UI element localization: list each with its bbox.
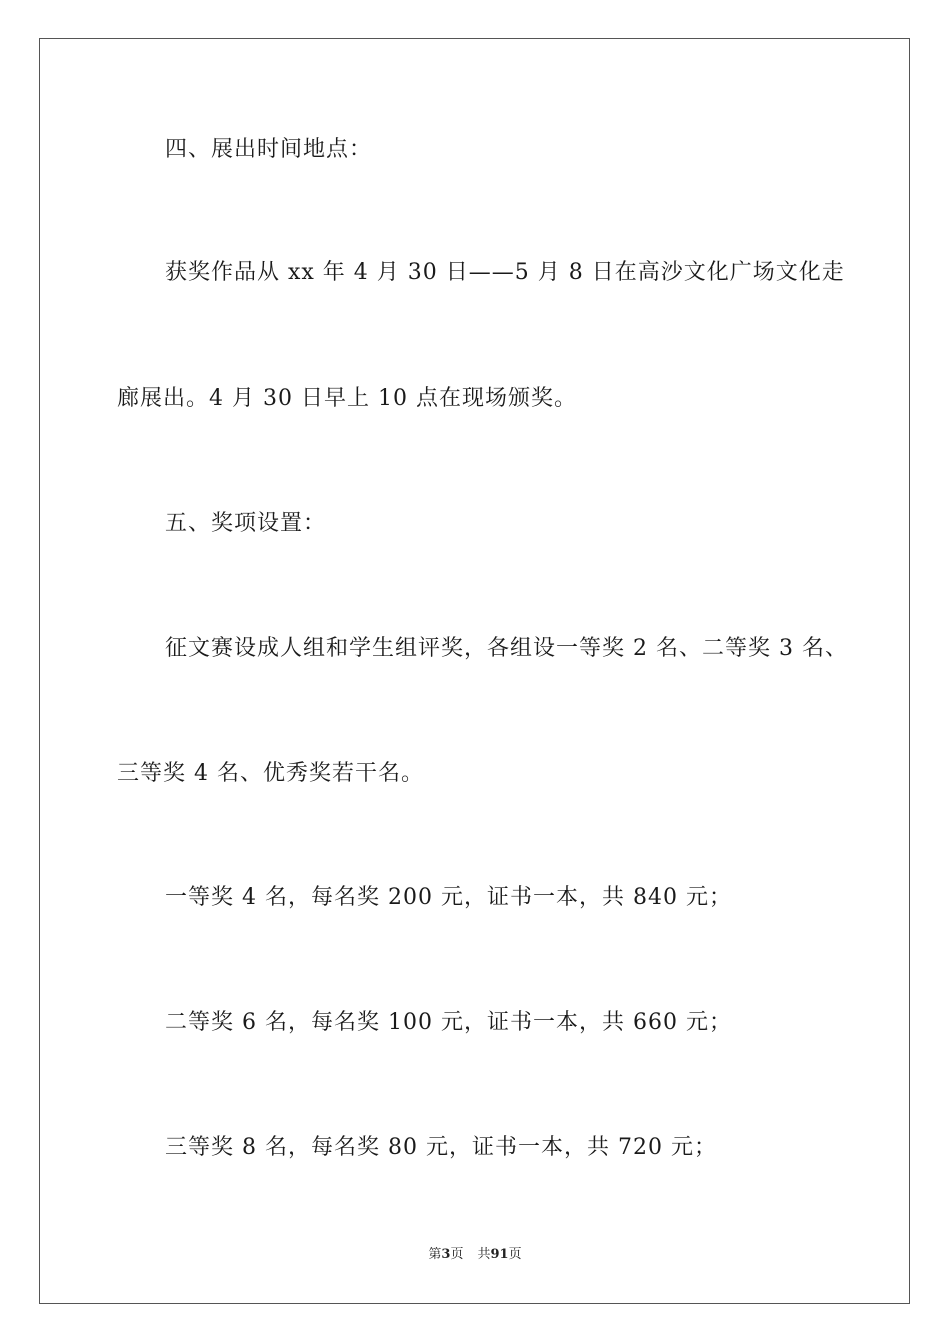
total-prefix: 共 — [477, 1247, 491, 1262]
page-number: 3 — [441, 1247, 451, 1262]
paragraph-line: 三等奖 4 名、优秀奖若干名。 — [117, 761, 424, 786]
total-suffix: 页 — [508, 1247, 522, 1262]
page-suffix: 页 — [450, 1247, 464, 1262]
section-heading-awards: 五、奖项设置： — [165, 511, 327, 536]
page-footer — [0, 1246, 950, 1264]
third-prize-line: 三等奖 8 名，每名奖 80 元，证书一本，共 720 元； — [165, 1135, 717, 1160]
paragraph-line: 征文赛设成人组和学生组评奖，各组设一等奖 2 名、二等奖 3 名、 — [165, 636, 848, 661]
page-prefix: 第 — [428, 1247, 442, 1262]
section-heading-exhibition: 四、展出时间地点： — [165, 137, 373, 162]
second-prize-line: 二等奖 6 名，每名奖 100 元，证书一本，共 660 元； — [165, 1010, 732, 1035]
paragraph-line: 获奖作品从 xx 年 4 月 30 日——5 月 8 日在高沙文化广场文化走 — [165, 260, 845, 285]
paragraph-line: 廊展出。4 月 30 日早上 10 点在现场颁奖。 — [117, 386, 577, 411]
total-pages: 91 — [490, 1247, 509, 1262]
first-prize-line: 一等奖 4 名，每名奖 200 元，证书一本，共 840 元； — [165, 885, 732, 910]
page-border — [39, 38, 910, 1304]
